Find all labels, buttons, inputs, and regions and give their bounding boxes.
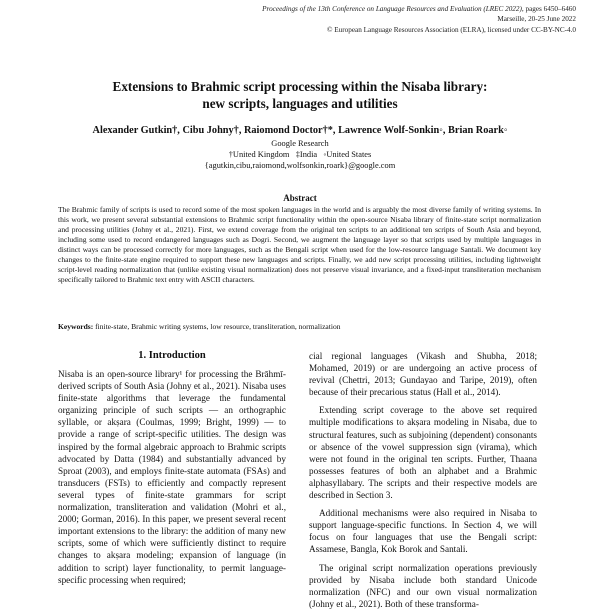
title-line-1: Extensions to Brahmic script processing within the Nisaba library: (112, 79, 488, 94)
abstract-text: The Brahmic family of scripts is used to record some of the most spoken languages in the world and is arguably the most diverse family of writing systems. In this work, we present several substantial extensions to Brahmic script functionality within the open-source Nisaba library of finite-state script normalization and processing utilities (Johny et al., 2021). First, we extend coverage from the original ten scripts to an additional ten scripts of South Asia and beyond, including some used to record endangered languages such as Dogri. Second, we augment the language layer so that scripts used by multiple languages in distinct ways can be processed correctly for more languages, such as the Bengali script when used for the low-resource language Santali. We document key changes to the finite-state engine required to support these new languages and scripts. Finally, we add new script processing utilities, including lightweight script-level reading normalization that (unlike existing visual normalization) does not preserve visual invariance, and a fixed-input transliteration mechanism specifically tailored to Brahmic text entry with ASCII characters. (58, 205, 541, 285)
proceedings-header (246, 4, 576, 35)
conference-location: Marseille, 20-25 June 2022 (497, 15, 576, 24)
intro-paragraph-continued: cial regional languages (Vikash and Shubha, 2018; Mohamed, 2019) or are undergoing an active process of revival (Chettri, 2013; Gundayao and Taripe, 2019), often because of their precarious status (Hall et al., 2014). (309, 351, 537, 398)
proceedings-title: Proceedings of the 13th Conference on Language Resources and Evaluation (LREC 2022) (262, 5, 522, 13)
right-column (309, 350, 537, 616)
left-column (58, 350, 286, 592)
locations: †United Kingdom ‡India ◦United States (228, 150, 372, 160)
section-heading-introduction: 1. Introduction (138, 350, 206, 361)
author-list: Alexander Gutkin†, Cibu Johny†, Raiomond Doctor†*, Lawrence Wolf-Sonkin◦, Brian Roark◦ (92, 125, 508, 136)
copyright-notice: © European Language Resources Association (ELRA), licensed under CC-BY-NC-4.0 (327, 25, 576, 34)
keywords-text: finite-state, Brahmic writing systems, low resource, transliteration, normalization (95, 322, 341, 331)
proceedings-pages: , pages 6450–6460 (521, 5, 576, 13)
paper-title (40, 78, 560, 112)
intro-paragraph-2: Extending script coverage to the above set required multiple modifications to akṣara modeling in Nisaba, due to structural features, such as subjoining (dependent) consonants or absence of the vowel suppression sign (virama), which were not found in the original ten scripts. Further, Thaana possesses features of both an alphabet and a Brahmic alphasyllabary. The scripts and their respective models are described in Section 3. (309, 405, 537, 501)
proceedings-line (246, 4, 576, 14)
title-line-2: new scripts, languages and utilities (202, 96, 398, 111)
author-emails: {agutkin,cibu,raiomond,wolfsonkin,roark}@google.com (204, 161, 396, 171)
organization: Google Research (271, 139, 329, 148)
keywords (58, 322, 541, 332)
affiliations (30, 138, 570, 172)
intro-paragraph-1: Nisaba is an open-source library¹ for processing the Brāhmī-derived scripts of South Asia (Johny et al., 2021). Nisaba uses finite-state algorithms that leverage the fundamental organizing principle of such scripts — an orthographic syllable, or akṣara (Coulmas, 1999; Bright, 1999) — to provide a range of script-specific utilities. The design was inspired by the formal algebraic approach to Brahmic scripts advocated by Datta (1984) and substantially advanced by Sproat (2003), and employs finite-state automata (FSAs) and transducers (FSTs) to efficiently and compactly represent several types of finite-state grammars for script normalization, transliteration and validation (Mohri et al., 2000; Gorman, 2016). In this paper, we present several recent important extensions to the library: the addition of many new scripts, some of which were sufficiently distinct to require changes to akṣara modeling; expansion of language (in addition to script) layer functionality, to permit language-specific processing when required; (58, 369, 286, 585)
keywords-label: Keywords: (58, 322, 94, 331)
abstract-heading: Abstract (283, 193, 317, 203)
intro-paragraph-4: The original script normalization operations previously provided by Nisaba include both standard Unicode normalization (NFC) and our own visual normalization (Johny et al., 2021). Both of these transforma- (309, 562, 537, 609)
intro-paragraph-3: Additional mechanisms were also required in Nisaba to support language-specific functions. In Section 4, we will focus on four languages that use the Bengali script: Assamese, Bangla, Kok Borok and Santali. (309, 508, 537, 555)
